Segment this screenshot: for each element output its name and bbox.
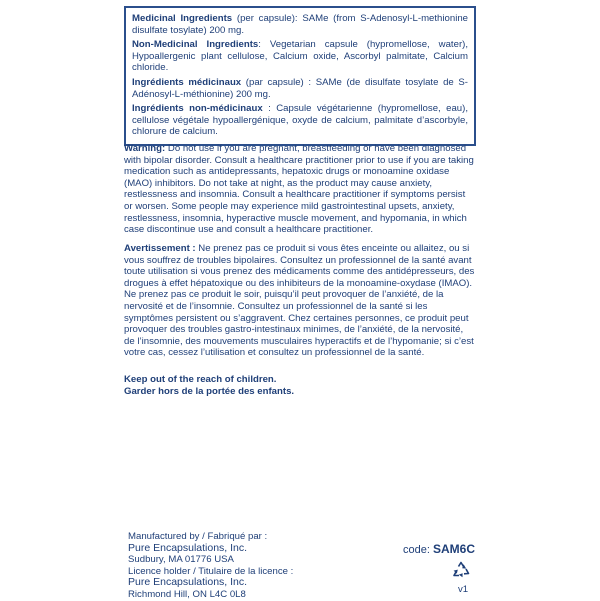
nonmedicinal-ingredients-en bbox=[132, 39, 468, 74]
medicinal-ingredients-fr bbox=[132, 77, 468, 100]
licence-holder-label: Licence holder / Titulaire de la licence : bbox=[128, 565, 294, 577]
manufacturer-info bbox=[128, 531, 293, 601]
medicinal-ingredients-fr-label: Ingrédients médicinaux bbox=[132, 76, 242, 88]
medicinal-ingredients-en bbox=[132, 13, 468, 36]
medicinal-ingredients-en-label: Medicinal Ingredients bbox=[132, 13, 233, 24]
keep-out-notice bbox=[124, 374, 476, 397]
manufacturer-address: Sudbury, MA 01776 USA bbox=[128, 554, 234, 566]
product-code-label: code: bbox=[403, 544, 433, 556]
warning-en-label: Warning: bbox=[124, 143, 166, 154]
warning-en bbox=[124, 143, 476, 236]
nonmedicinal-ingredients-en-label: Non-Medicinal Ingredients bbox=[132, 39, 259, 51]
product-code bbox=[403, 542, 475, 556]
nonmedicinal-ingredients-en-text: : Vegetarian capsule (hypromellose, water), Hypoallergenic plant cellulose, Calcium oxide, Ascorbyl palmitate, Calcium chloride. bbox=[132, 39, 468, 74]
product-code-value: SAM6C bbox=[432, 542, 475, 556]
warning-fr-text: Ne prenez pas ce produit si vous êtes enceinte ou allaitez, ou si vous souffrez de troubles bipolaires. Consultez un professionnel de la santé avant toute utilisation si vous prenez des médicaments comme des antidépresseurs, des drogues à effet hépatoxique ou des inhibiteurs de la monoamine-oxydase (IMAO). Ne prenez pas ce produit le soir, puisqu’il peut provoquer de l’anxiété, de la nervosité et de l’insomnie. Consultez un professionnel de la santé si les symptômes persistent ou s’aggravent. Chez certaines personnes, ce produit peut provoquer des troubles gastro-intestinaux minimes, de l’anxiété, de la nervosité, de l’insomnie, des mouvements musculaires hyperactifs et de l’hypomanie; si c’est votre cas, cessez l’utilisation et consultez un professionnel de la santé. bbox=[124, 243, 475, 359]
ingredients-box bbox=[124, 6, 476, 146]
manufacturer-name: Pure Encapsulations, Inc. bbox=[128, 541, 248, 554]
nonmedicinal-ingredients-fr bbox=[132, 103, 468, 138]
warning-fr bbox=[124, 243, 476, 359]
version-label: v1 bbox=[458, 584, 469, 595]
warning-en-text: Do not use if you are pregnant, breastfeeding or have been diagnosed with bipolar disorder. Consult a healthcare practitioner prior to use if you are taking medication such as antidepressants, hepatoxic drugs or monoamine oxidase (MAO) inhibitors. Do not take at night, as the product may cause anxiety, restlessness and insomnia. Consult a healthcare practitioner if symptoms persist or worsen. Some people may experience mild gastrointestinal upsets, anxiety, restlessness, insomnia, hyperactive muscle movement, and hypomania, in which case discontinue use and consult a healthcare practitioner. bbox=[124, 143, 474, 236]
keep-out-en: Keep out of the reach of children. bbox=[124, 374, 277, 385]
medicinal-ingredients-en-text: (per capsule): SAMe (from S-Adenosyl-L-methionine disulfate tosylate) 200 mg. bbox=[132, 13, 468, 36]
licensee-address: Richmond Hill, ON L4C 0L8 bbox=[128, 588, 246, 600]
manufactured-by-label: Manufactured by / Fabriqué par : bbox=[128, 531, 268, 542]
nonmedicinal-ingredients-fr-text: : Capsule végétarienne (hypromellose, eau), cellulose végétale hypoallergénique, oxyde de calcium, palmitate d’ascorbyle, chlorure de calcium. bbox=[132, 103, 468, 138]
nonmedicinal-ingredients-fr-label: Ingrédients non-médicinaux bbox=[132, 103, 263, 115]
recycle-icon bbox=[451, 561, 471, 579]
medicinal-ingredients-fr-text: (par capsule) : SAMe (de disulfate tosylate de S-Adénosyl-L-méthionine) 200 mg. bbox=[132, 76, 468, 100]
keep-out-fr: Garder hors de la portée des enfants. bbox=[124, 385, 295, 397]
warning-fr-label: Avertissement : bbox=[124, 243, 196, 254]
licensee-name: Pure Encapsulations, Inc. bbox=[128, 576, 248, 589]
